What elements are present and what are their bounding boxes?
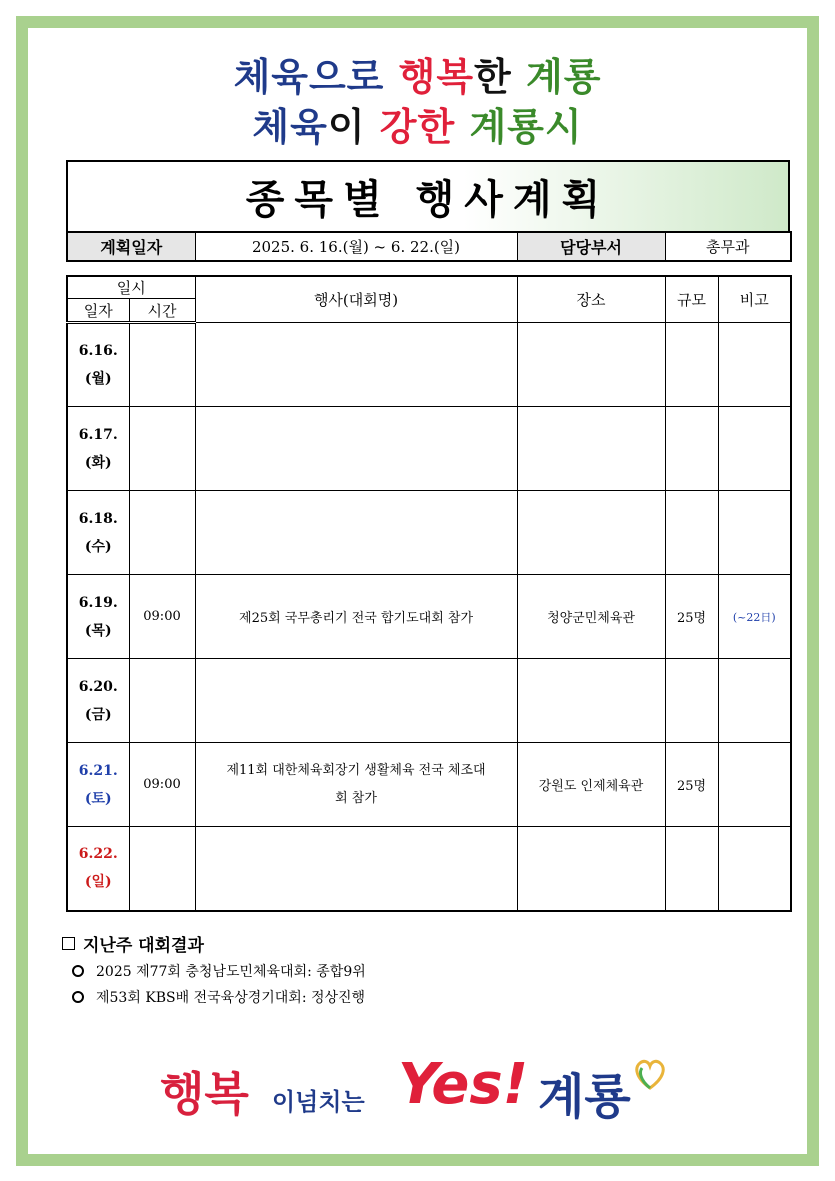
scale-cell: 25명 [665,575,718,659]
circle-bullet-icon [72,991,84,1003]
list-item [72,988,762,1006]
plan-date-label: 계획일자 [67,232,195,261]
date-text: 6.19. [78,594,118,611]
date-cell [67,659,129,743]
date-text: 6.18. [78,510,118,527]
time-cell: 09:00 [129,743,195,827]
circle-bullet-icon [72,965,84,977]
place-cell: 청양군민체육관 [517,575,665,659]
slogan-line-1 [0,46,835,101]
slogan-segment: 강한 [379,104,470,149]
date-cell [67,407,129,491]
date-cell [67,827,129,911]
date-text: 6.21. [78,762,118,779]
results-heading-text: 지난주 대회결과 [83,935,204,956]
scale-cell [665,323,718,407]
table-row [67,827,791,911]
slogan-segment: 계룡시 [469,104,583,149]
header-note: 비고 [718,276,791,323]
logo-text: 이넘치는 [272,1088,365,1116]
list-item [72,962,762,980]
note-cell [718,491,791,575]
header-event: 행사(대회명) [195,276,517,323]
event-cell: 제11회 대한체육회장기 생활체육 전국 체조대회 참가 [195,743,517,827]
logo-text: 행복 [160,1067,249,1121]
dept-label: 담당부서 [517,232,665,261]
plan-info-table [66,231,792,262]
event-schedule-table [66,275,792,912]
result-text: 2025 제77회 충청남도민체육대회: 종합9위 [96,964,366,980]
scale-cell [665,827,718,911]
table-row [67,659,791,743]
day-text: (토) [84,790,112,807]
slogan-segment: 체육 [252,104,328,149]
date-cell [67,743,129,827]
scale-cell [665,491,718,575]
event-cell [195,491,517,575]
day-text: (월) [84,371,112,387]
document-title: 종목별 행사계획 [245,176,611,223]
place-cell [517,491,665,575]
scale-cell [665,659,718,743]
scale-cell [665,407,718,491]
place-cell [517,407,665,491]
note-cell [718,407,791,491]
day-text: (일) [84,874,112,891]
table-row [67,575,791,659]
slogan-segment: 체육으로 [233,54,399,99]
date-text: 6.20. [78,678,118,695]
slogan-segment: 행복 [398,54,475,99]
time-cell: 09:00 [129,575,195,659]
table-row [67,491,791,575]
document-title-box [66,160,790,231]
date-text: 6.22. [78,846,118,863]
table-row [67,743,791,827]
heart-icon [630,1054,670,1094]
time-cell [129,491,195,575]
scale-cell: 25명 [665,743,718,827]
note-cell [718,743,791,827]
date-text: 6.17. [78,426,118,443]
header-date: 일자 [67,299,129,323]
date-text: 6.16. [78,343,118,359]
day-text: (수) [84,538,112,555]
logo-text: 계룡 [538,1069,631,1125]
event-cell [195,323,517,407]
note-cell [718,659,791,743]
event-cell [195,827,517,911]
event-cell: 제25회 국무총리기 전국 합기도대회 참가 [195,575,517,659]
table-row [67,407,791,491]
date-cell [67,491,129,575]
place-cell [517,323,665,407]
time-cell [129,659,195,743]
slogan-segment: 계룡 [526,54,602,99]
results-heading [62,932,762,954]
note-cell [718,827,791,911]
header-datetime: 일시 [67,276,195,299]
slogan-segment: 이 [327,104,380,149]
slogan-segment: 한 [474,54,526,99]
time-cell [129,827,195,911]
place-cell [517,827,665,911]
place-cell: 강원도 인제체육관 [517,743,665,827]
day-text: (화) [84,454,112,471]
dept-value: 총무과 [665,232,791,261]
last-week-results [62,932,762,1006]
place-cell [517,659,665,743]
date-cell [67,323,129,407]
city-brand-logo [160,1052,680,1142]
result-text: 제53회 KBS배 전국육상경기대회: 정상진행 [96,990,366,1006]
day-text: (금) [84,706,112,723]
table-row [67,323,791,407]
header-time: 시간 [129,299,195,323]
event-cell [195,659,517,743]
time-cell [129,407,195,491]
square-bullet-icon [62,937,75,950]
header-place: 장소 [517,276,665,323]
plan-date-value: 2025. 6. 16.(월) ~ 6. 22.(일) [195,232,517,261]
note-cell: (~22日) [718,575,791,659]
date-cell [67,575,129,659]
slogan-line-2 [0,96,835,151]
note-cell [718,323,791,407]
time-cell [129,323,195,407]
header-scale: 규모 [665,276,718,323]
event-cell [195,407,517,491]
logo-text: Yes! [398,1052,529,1117]
day-text: (목) [84,622,112,639]
